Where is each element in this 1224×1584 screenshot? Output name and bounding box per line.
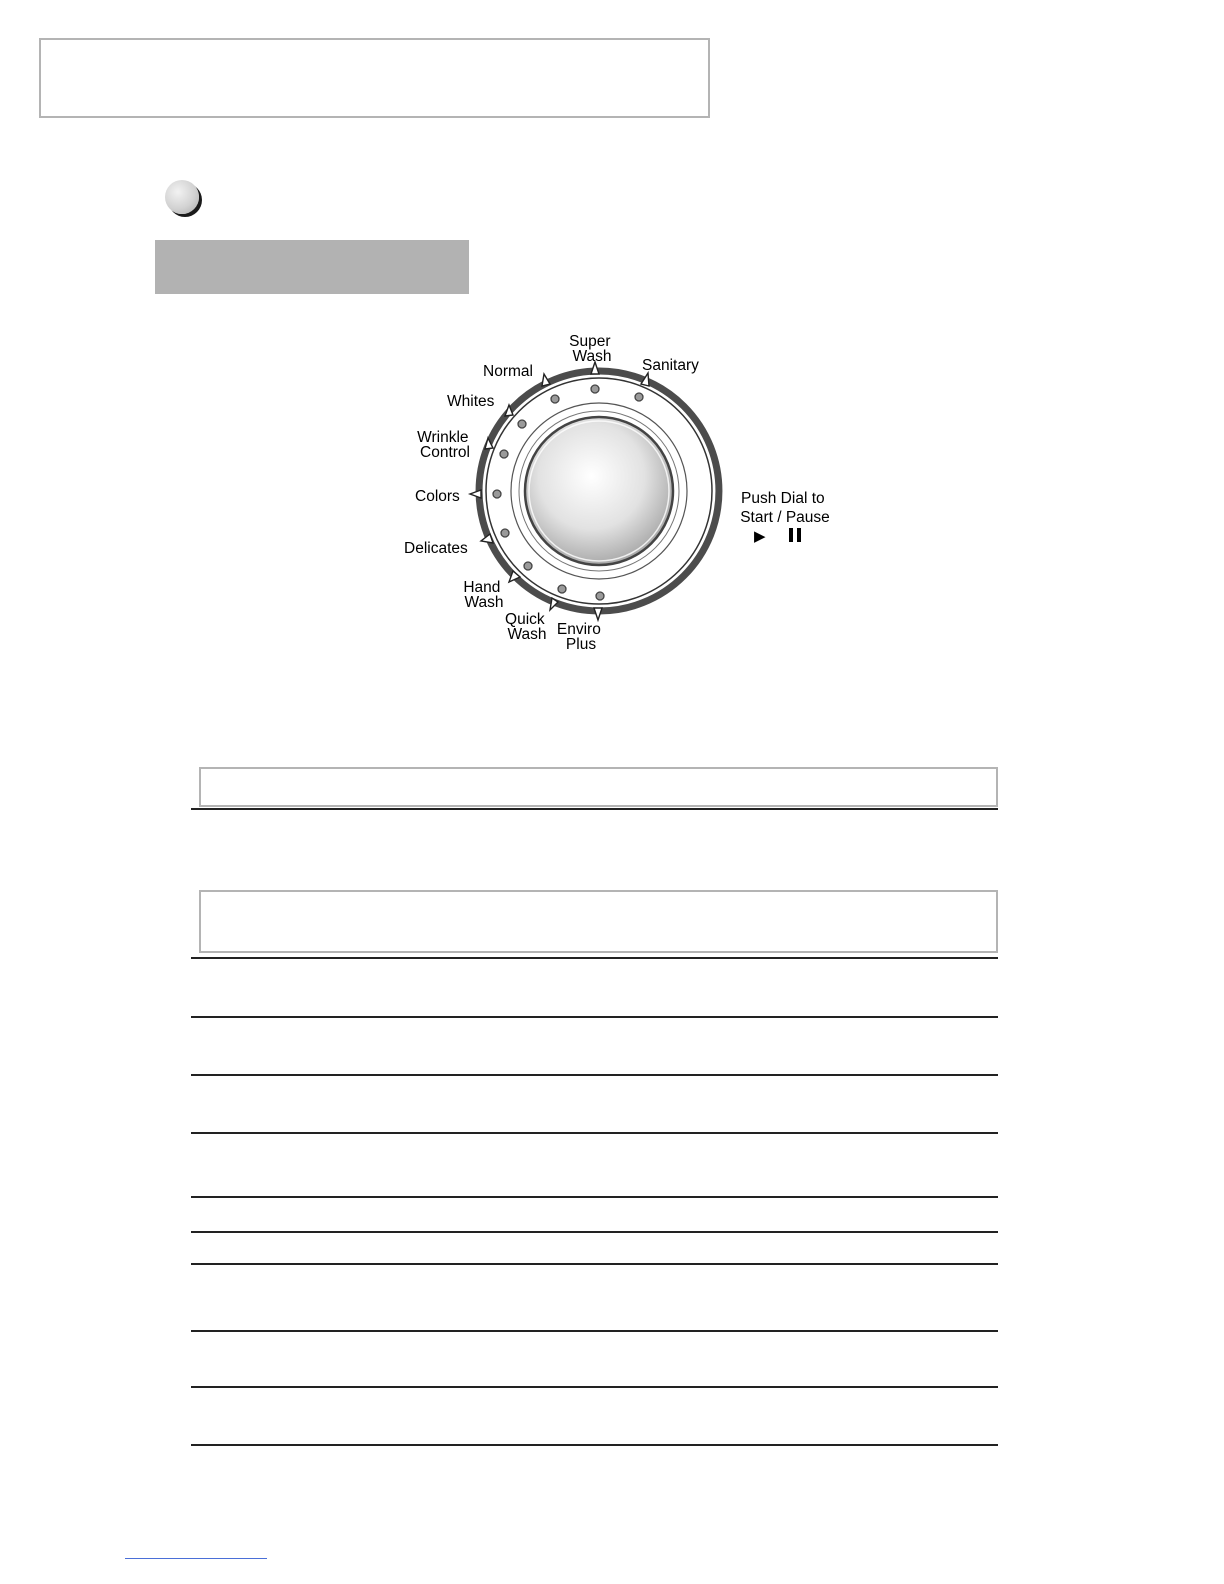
label-delicates: Delicates xyxy=(404,540,468,557)
label-quick-wash: Quick Wash xyxy=(505,611,547,643)
light-colors xyxy=(493,490,501,498)
table-rule xyxy=(191,1196,998,1198)
table-rule xyxy=(191,1016,998,1018)
table-rule xyxy=(191,1330,998,1332)
push-dial-label: Push Dial to Start / Pause xyxy=(740,490,830,526)
table-rule xyxy=(191,808,998,810)
label-sanitary: Sanitary xyxy=(642,357,699,374)
play-icon: ▶ xyxy=(754,527,766,545)
table-rule xyxy=(191,1074,998,1076)
label-hand-wash: Hand Wash xyxy=(463,579,504,611)
footer-link-underline[interactable] xyxy=(125,1558,267,1559)
label-wrinkle-control: Wrinkle Control xyxy=(417,429,470,461)
light-enviro-plus xyxy=(596,592,604,600)
table-rule xyxy=(191,1444,998,1446)
table-rule xyxy=(191,1231,998,1233)
table-header-box-2 xyxy=(199,890,998,953)
tick-colors xyxy=(470,490,481,498)
label-super-wash: Super Wash xyxy=(569,333,612,365)
table-rule xyxy=(191,1132,998,1134)
table-rule xyxy=(191,1386,998,1388)
label-colors: Colors xyxy=(415,488,460,505)
table-rule xyxy=(191,957,998,959)
light-super-wash xyxy=(591,385,599,393)
pause-icon xyxy=(789,528,801,542)
table-rule xyxy=(191,1263,998,1265)
label-whites: Whites xyxy=(447,393,495,410)
label-normal: Normal xyxy=(483,363,533,380)
light-delicates xyxy=(501,529,509,537)
label-enviro-plus: Enviro Plus xyxy=(556,621,601,653)
table-header-box-1 xyxy=(199,767,998,807)
light-normal xyxy=(551,395,559,403)
light-hand-wash xyxy=(524,562,532,570)
dial-knob[interactable] xyxy=(525,417,673,565)
light-sanitary xyxy=(635,393,643,401)
light-wrinkle xyxy=(500,450,508,458)
light-whites xyxy=(518,420,526,428)
light-quick-wash xyxy=(558,585,566,593)
cycle-selector-dial xyxy=(0,0,1224,700)
